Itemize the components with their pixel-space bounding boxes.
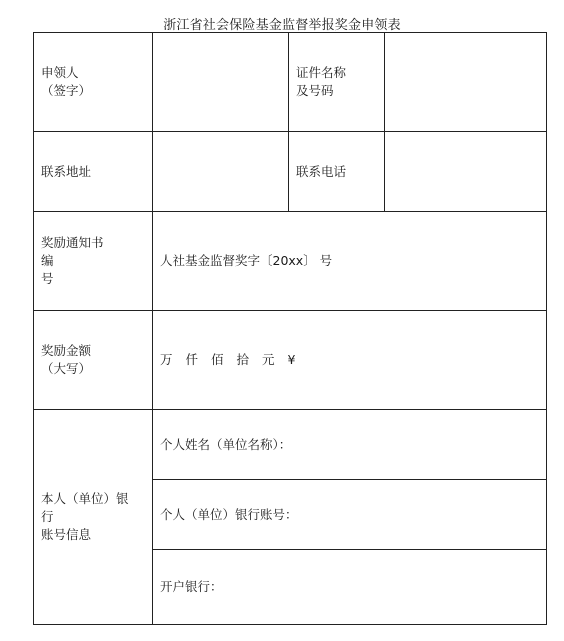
amount-row	[34, 311, 547, 410]
id-label: 证件名称 及号码	[289, 33, 385, 132]
amount-label: 奖励金额 （大写）	[34, 311, 153, 410]
bank-row-name	[34, 410, 547, 480]
applicant-row	[34, 33, 547, 132]
id-number-field[interactable]	[385, 33, 547, 132]
applicant-label: 申领人 （签字）	[34, 33, 153, 132]
form-title: 浙江省社会保险基金监督举报奖金申领表	[163, 18, 401, 33]
amount-unit-shi: 拾	[236, 352, 250, 367]
amount-unit-wan: 万	[160, 352, 173, 367]
phone-field[interactable]	[385, 132, 547, 212]
address-field[interactable]	[153, 132, 289, 212]
address-label: 联系地址	[34, 132, 153, 212]
phone-label: 联系电话	[289, 132, 385, 212]
bank-info-label: 本人（单位）银 行 账号信息	[34, 410, 153, 625]
amount-yen-symbol: ¥	[287, 352, 296, 367]
amount-unit-bai: 佰	[211, 352, 224, 367]
contact-row	[34, 132, 547, 212]
account-number-field[interactable]: 个人（单位）银行账号：	[153, 480, 547, 550]
notice-label: 奖励通知书 编 号	[34, 212, 153, 311]
notice-row	[34, 212, 547, 311]
account-name-field[interactable]: 个人姓名（单位名称）：	[153, 410, 547, 480]
amount-unit-qian: 仟	[185, 352, 199, 367]
applicant-signature-field[interactable]	[153, 33, 289, 132]
bank-name-field[interactable]: 开户银行：	[153, 550, 547, 625]
amount-unit-yuan: 元	[262, 352, 275, 367]
application-form-table	[33, 32, 547, 625]
notice-number-field[interactable]: 人社基金监督奖字〔20xx〕 号	[153, 212, 547, 311]
amount-field[interactable]	[153, 311, 547, 410]
